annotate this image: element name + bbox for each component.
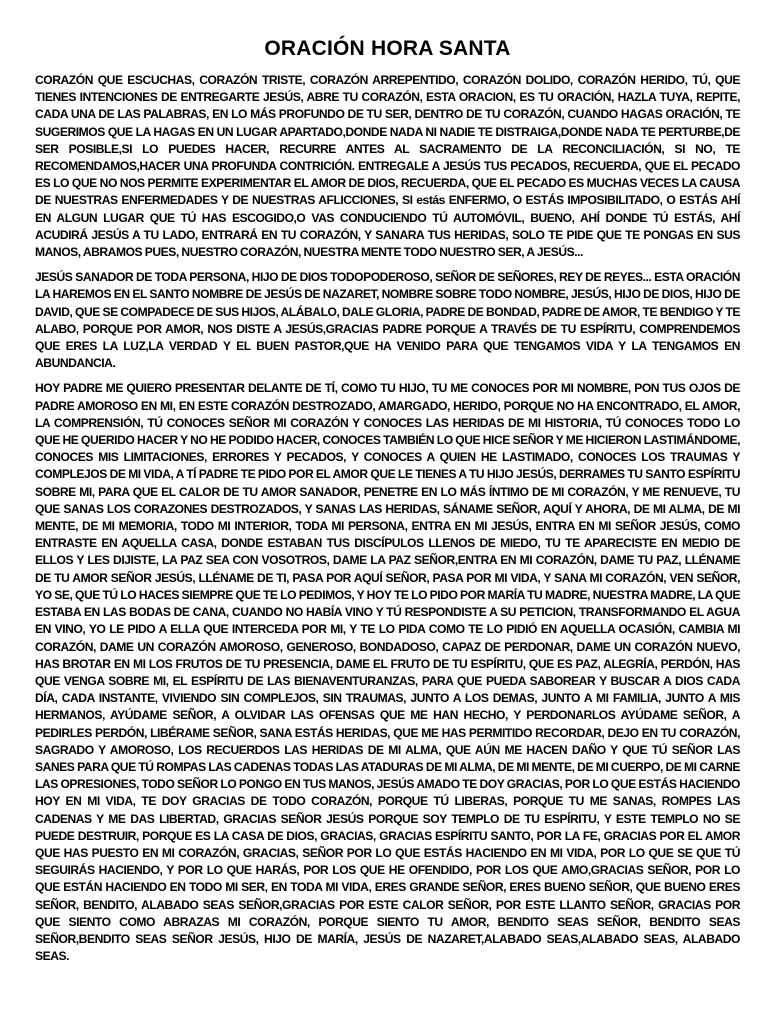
- document-title: ORACIÓN HORA SANTA: [264, 37, 511, 60]
- paragraph-prayer: HOY PADRE ME QUIERO PRESENTAR DELANTE DE TÍ, COMO TU HIJO, TU ME CONOCES POR MI NOMBRE, PON TUS OJOS DE PADRE AMOROSO EN MI, EN ESTE CORAZÓN DESTROZADO, AMARGADO, HERIDO, PORQUE NO HA ENCONTRADO, EL AMOR, LA COMPRENSIÓN, TÚ CONOCES SEÑOR MI CORAZÓN Y CONOCES LAS HERIDAS DE MI HISTORIA, TÚ CONOCES TODO LO QUE HE QUERIDO HACER Y NO HE PODIDO HACER, CONOCES TAMBIÉN LO QUE HICE SEÑOR Y ME HICIERON LASTIMÁNDOME, CONOCES MIS LIMITACIONES, ERRORES Y PECADOS, Y CONOCES A QUIEN HE LASTIMADO, CONOCES LOS TRAUMAS Y COMPLEJOS DE MI VIDA, A TÍ PADRE TE PIDO POR EL AMOR QUE LE TIENES A TU HIJO JESÚS, DERRAMES TU SANTO ESPÍRITU SOBRE MI, PARA QUE EL CALOR DE TU AMOR SANADOR, PENETRE EN LO MÁS ÍNTIMO DE MI CORAZÓN, Y ME RENUEVE, TU QUE SANAS LOS CORAZONES DESTROZADOS, Y SANAS LAS HERIDAS, SÁNAME SEÑOR, AQUÍ Y AHORA, DE MI ALMA, DE MI MENTE, DE MI MEMORIA, TODO MI INTERIOR, TODA MI PERSONA, ENTRA EN MI JESÚS, ENTRA EN MI SEÑOR JESÚS, COMO ENTRASTE EN AQUELLA CASA, DONDE ESTABAN TUS DISCÍPULOS LLENOS DE MIEDO, TU TE APARECISTE EN MEDIO DE ELLOS Y LES DIJISTE, LA PAZ SEA CON VOSOTROS, DAME LA PAZ SEÑOR,ENTRA EN MI CORAZÓN, DAME TU PAZ, LLÉNAME DE TU AMOR SEÑOR JESÚS, LLÉNAME DE TI, PASA POR AQUÍ SEÑOR, PASA POR MI VIDA, Y SANA MI CORAZÓN, VEN SEÑOR, YO SE, QUE TÚ LO HACES SIEMPRE QUE TE LO PEDIMOS, Y HOY TE LO PIDO POR MARÍA TU MADRE, NUESTRA MADRE, LA QUE ESTABA EN LAS BODAS DE CANA, CUANDO NO HABÍA VINO Y TÚ RESPONDISTE A SU PETICION, TRANSFORMANDO EL AGUA EN VINO, YO LE PIDO A ELLA QUE INTERCEDA POR MI, Y TE LO PIDA COMO TE LO PIDIÓ EN AQUELLA OCASIÓN, CAMBIA MI CORAZÓN, DAME UN CORAZÓN AMOROSO, GENEROSO, BONDADOSO, CAPAZ DE PERDONAR, DAME UN CORAZÓN NUEVO, HAS BROTAR EN MI LOS FRUTOS DE TU PRESENCIA, DAME EL FRUTO DE TU ESPÍRITU, QUE ES PAZ, ALEGRÍA, PERDÓN, HAS QUE VENGA SOBRE MI, EL ESPÍRITU DE LAS BIENAVENTURANZAS, PARA QUE PUEDA SABOREAR Y BUSCAR A DIOS CADA DÍA, CADA INSTANTE, VIVIENDO SIN COMPLEJOS, SIN TRAUMAS, JUNTO A LOS DEMAS, JUNTO A MI FAMILIA, JUNTO A MIS HERMANOS, AYÚDAME SEÑOR, A OLVIDAR LAS OFENSAS QUE ME HAN HECHO, Y PERDONARLOS AYÚDAME SEÑOR, A PEDIRLES PERDÓN, LIBÉRAME SEÑOR, SANA ESTÁS HERIDAS, QUE ME HAS PERMITIDO RECORDAR, DEJO EN TU CORAZÓN, SAGRADO Y AMOROSO, LOS RECUERDOS LAS HERIDAS DE MI ALMA, QUE AÚN ME HACEN DAÑO Y QUE TÚ SEÑOR LAS SANES PARA QUE TÚ ROMPAS LAS CADENAS TODAS LAS ATADURAS DE MI ALMA, DE MI MENTE, DE MI CUERPO, DE MI CARNE LAS OPRESIONES, TODO SEÑOR LO PONGO EN TUS MANOS, JESÚS AMADO TE DOY GRACIAS, POR LO QUE ESTÁS HACIENDO HOY EN MI VIDA, TE DOY GRACIAS DE TODO CORAZÓN, PORQUE TÚ LIBERAS, PORQUE TU ME SANAS, ROMPES LAS CADENAS Y ME DAS LIBERTAD, GRACIAS SEÑOR JESÚS PORQUE SOY TEMPLO DE TU ESPÍRITU, Y ESTE TEMPLO NO SE PUEDE DESTRUIR, PORQUE ES LA CASA DE DIOS, GRACIAS, GRACIAS ESPÍRITU SANTO, POR LA FE, GRACIAS POR EL AMOR QUE HAS PUESTO EN MI CORAZÓN, GRACIAS, SEÑOR POR LO QUE ESTÁS HACIENDO EN MI VIDA, POR LO QUE SE QUE TÚ SEGUIRÁS HACIENDO, Y POR LO QUE HARÁS, POR LOS QUE HE OFENDIDO, POR LOS QUE AMO,GRACIAS SEÑOR, POR LO QUE ESTÁN HACIENDO EN TODO MI SER, EN TODA MI VIDA, ERES GRANDE SEÑOR, ERES BUENO SEÑOR, QUE BUENO ERES SEÑOR, BENDITO, ALABADO SEAS SEÑOR,GRACIAS POR ESTE CALOR SEÑOR, POR ESTE LLANTO SEÑOR, GRACIAS POR QUE SIENTO COMO ABRAZAS MI CORAZÓN, PORQUE SIENTO TU AMOR, BENDITO SEAS SEÑOR, BENDITO SEAS SEÑOR,BENDITO SEAS SEÑOR JESÚS, HIJO DE MARÍA, JESÚS DE NAZARET,ALABADO SEAS,ALABADO SEAS, ALABADO SEAS.: [35, 381, 740, 964]
- paragraph-intro: CORAZÓN QUE ESCUCHAS, CORAZÓN TRISTE, CORAZÓN ARREPENTIDO, CORAZÓN DOLIDO, CORAZÓN HERIDO, TÚ, QUE TIENES INTENCIONES DE ENTREGARTE JESÚS, ABRE TU CORAZÓN, ESTA ORACION, ES TU ORACIÓN, HAZLA TUYA, REPITE, CADA UNA DE LAS PALABRAS, EN LO MÁS PROFUNDO DE TU SER, DENTRO DE TU CORAZÓN, CUANDO HAGAS ORACIÓN, TE SUGERIMOS QUE LA HAGAS EN UN LUGAR APARTADO,DONDE NADA NI NADIE TE DISTRAIGA,DONDE NADA TE PERTURBE,DE SER POSIBLE,SI LO PUEDES HACER, RECURRE ANTES AL SACRAMENTO DE LA RECONCILIACIÓN, SI NO, TE RECOMENDAMOS,HACER UNA PROFUNDA CONTRICIÓN. ENTREGALE A JESÚS TUS PECADOS, RECUERDA, QUE EL PECADO ES LO QUE NO NOS PERMITE EXPERIMENTAR EL AMOR DE DIOS, RECUERDA, QUE EL PECADO ES MUCHAS VECES LA CAUSA DE NUESTRAS ENFERMEDADES Y DE NUESTRAS AFLICCIONES, SI estás ENFERMO, O ESTÁS IMPOSIBILITADO, O ESTÁS AHÍ EN ALGUN LUGAR QUE TÚ HAS ESCOGIDO,O VAS CONDUCIENDO TÚ AUTOMÓVIL, BUENO, AHÍ DONDE TÚ ESTÁS, AHÍ ACUDIRÁ JESÚS A TU LADO, ENTRARÁ EN TU CORAZÓN, Y SANARA TUS HERIDAS, SOLO TE PIDE QUE TE PONGAS EN SUS MANOS, ABRAMOS PUES, NUESTRO CORAZÓN, NUESTRA MENTE TODO NUESTRO SER, A JESÚS...: [35, 73, 740, 260]
- paragraph-invocation: JESÚS SANADOR DE TODA PERSONA, HIJO DE DIOS TODOPODEROSO, SEÑOR DE SEÑORES, REY DE REYES... ESTA ORACIÓN LA HAREMOS EN EL SANTO NOMBRE DE JESÚS DE NAZARET, NOMBRE SOBRE TODO NOMBRE, JESÚS, HIJO DE DIOS, HIJO DE DAVID, QUE SE COMPADECE DE SUS HIJOS, ALÁBALO, DALE GLORIA, PADRE DE BONDAD, PADRE DE AMOR, TE BENDIGO Y TE ALABO, PORQUE POR AMOR, NOS DISTE A JESÚS,GRACIAS PADRE PORQUE A TRAVÉS DE TU ESPÍRITU, COMPRENDEMOS QUE ERES LA LUZ,LA VERDAD Y EL BUEN PASTOR,QUE HA VENIDO PARA QUE TENGAMOS VIDA Y LA TENGAMOS EN ABUNDANCIA.: [35, 270, 740, 371]
